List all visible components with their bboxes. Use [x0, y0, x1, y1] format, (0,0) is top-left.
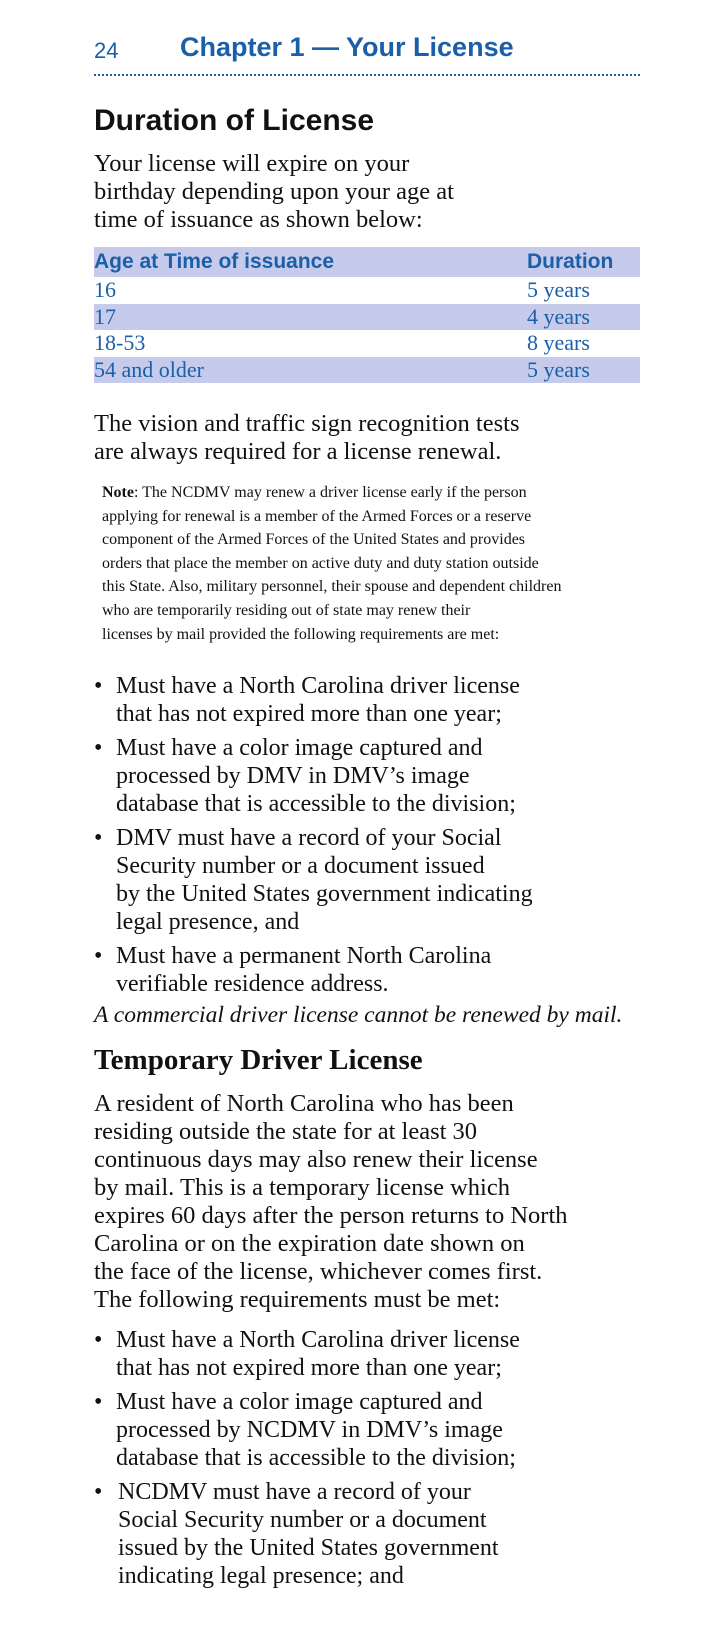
list-item: • Must have a color image captured and processed by NCDMV in DMV’s image database that is accessible to the division;	[94, 1388, 520, 1472]
temporary-license-body: A resident of North Carolina who has been residing outside the state for at least 30 continuous days may also renew their license by mail. This is a temporary license which expires 60 days after the person returns to North Carolina or on the expiration date shown on the face of the license, whichever comes first. The following requirements must be met:	[94, 1090, 568, 1313]
table-row	[94, 330, 640, 357]
table-header-row	[94, 247, 640, 277]
list-item: • NCDMV must have a record of your Social Security number or a document issued by the United States government indicating legal presence; and	[94, 1478, 520, 1590]
duration-heading: Duration of License	[94, 104, 375, 137]
table-row	[94, 357, 640, 384]
duration-cell: 4 years	[527, 304, 640, 331]
list-item: • Must have a North Carolina driver license that has not expired more than one year;	[94, 672, 533, 728]
note-text: : The NCDMV may renew a driver license early if the person applying for renewal is a member of the Armed Forces or a reserve component of the Armed Forces of the United States and provides orders that place the member on active duty and duty station outside this State. Also, military personnel, their spouse and dependent children who are temporarily residing out of state may renew their licenses by mail provided the following requirements are met:	[102, 484, 562, 643]
duration-cell: 5 years	[527, 357, 640, 384]
commercial-license-note: A commercial driver license cannot be renewed by mail.	[94, 1002, 623, 1028]
temporary-requirements-list	[94, 1326, 520, 1596]
list-item: • DMV must have a record of your Social Security number or a document issued by the United States government indicating legal presence, and	[94, 824, 533, 936]
table-row	[94, 277, 640, 304]
age-cell: 17	[94, 304, 527, 331]
list-item: • Must have a North Carolina driver license that has not expired more than one year;	[94, 1326, 520, 1382]
duration-cell: 5 years	[527, 277, 590, 303]
column-header-duration: Duration	[527, 247, 640, 277]
chapter-title: Chapter 1 — Your License	[180, 32, 514, 62]
age-cell: 54 and older	[94, 357, 527, 384]
age-cell: 18-53	[94, 330, 146, 356]
page-header	[94, 30, 640, 76]
duration-cell: 8 years	[527, 330, 590, 356]
page-number: 24	[94, 38, 119, 63]
renewal-requirements-list	[94, 672, 533, 1004]
tests-required-text: The vision and traffic sign recognition tests are always required for a license renewal.	[94, 410, 520, 465]
note-label: Note	[102, 484, 134, 501]
military-note	[102, 481, 561, 646]
list-item: • Must have a color image captured and processed by DMV in DMV’s image database that is accessible to the division;	[94, 734, 533, 818]
column-header-age: Age at Time of issuance	[94, 247, 527, 277]
duration-intro: Your license will expire on your birthday depending upon your age at time of issuance as shown below:	[94, 150, 454, 233]
age-cell: 16	[94, 277, 116, 303]
list-item: • Must have a permanent North Carolina verifiable residence address.	[94, 942, 533, 998]
table-row	[94, 304, 640, 331]
duration-table	[94, 247, 640, 383]
temporary-license-heading: Temporary Driver License	[94, 1044, 423, 1076]
